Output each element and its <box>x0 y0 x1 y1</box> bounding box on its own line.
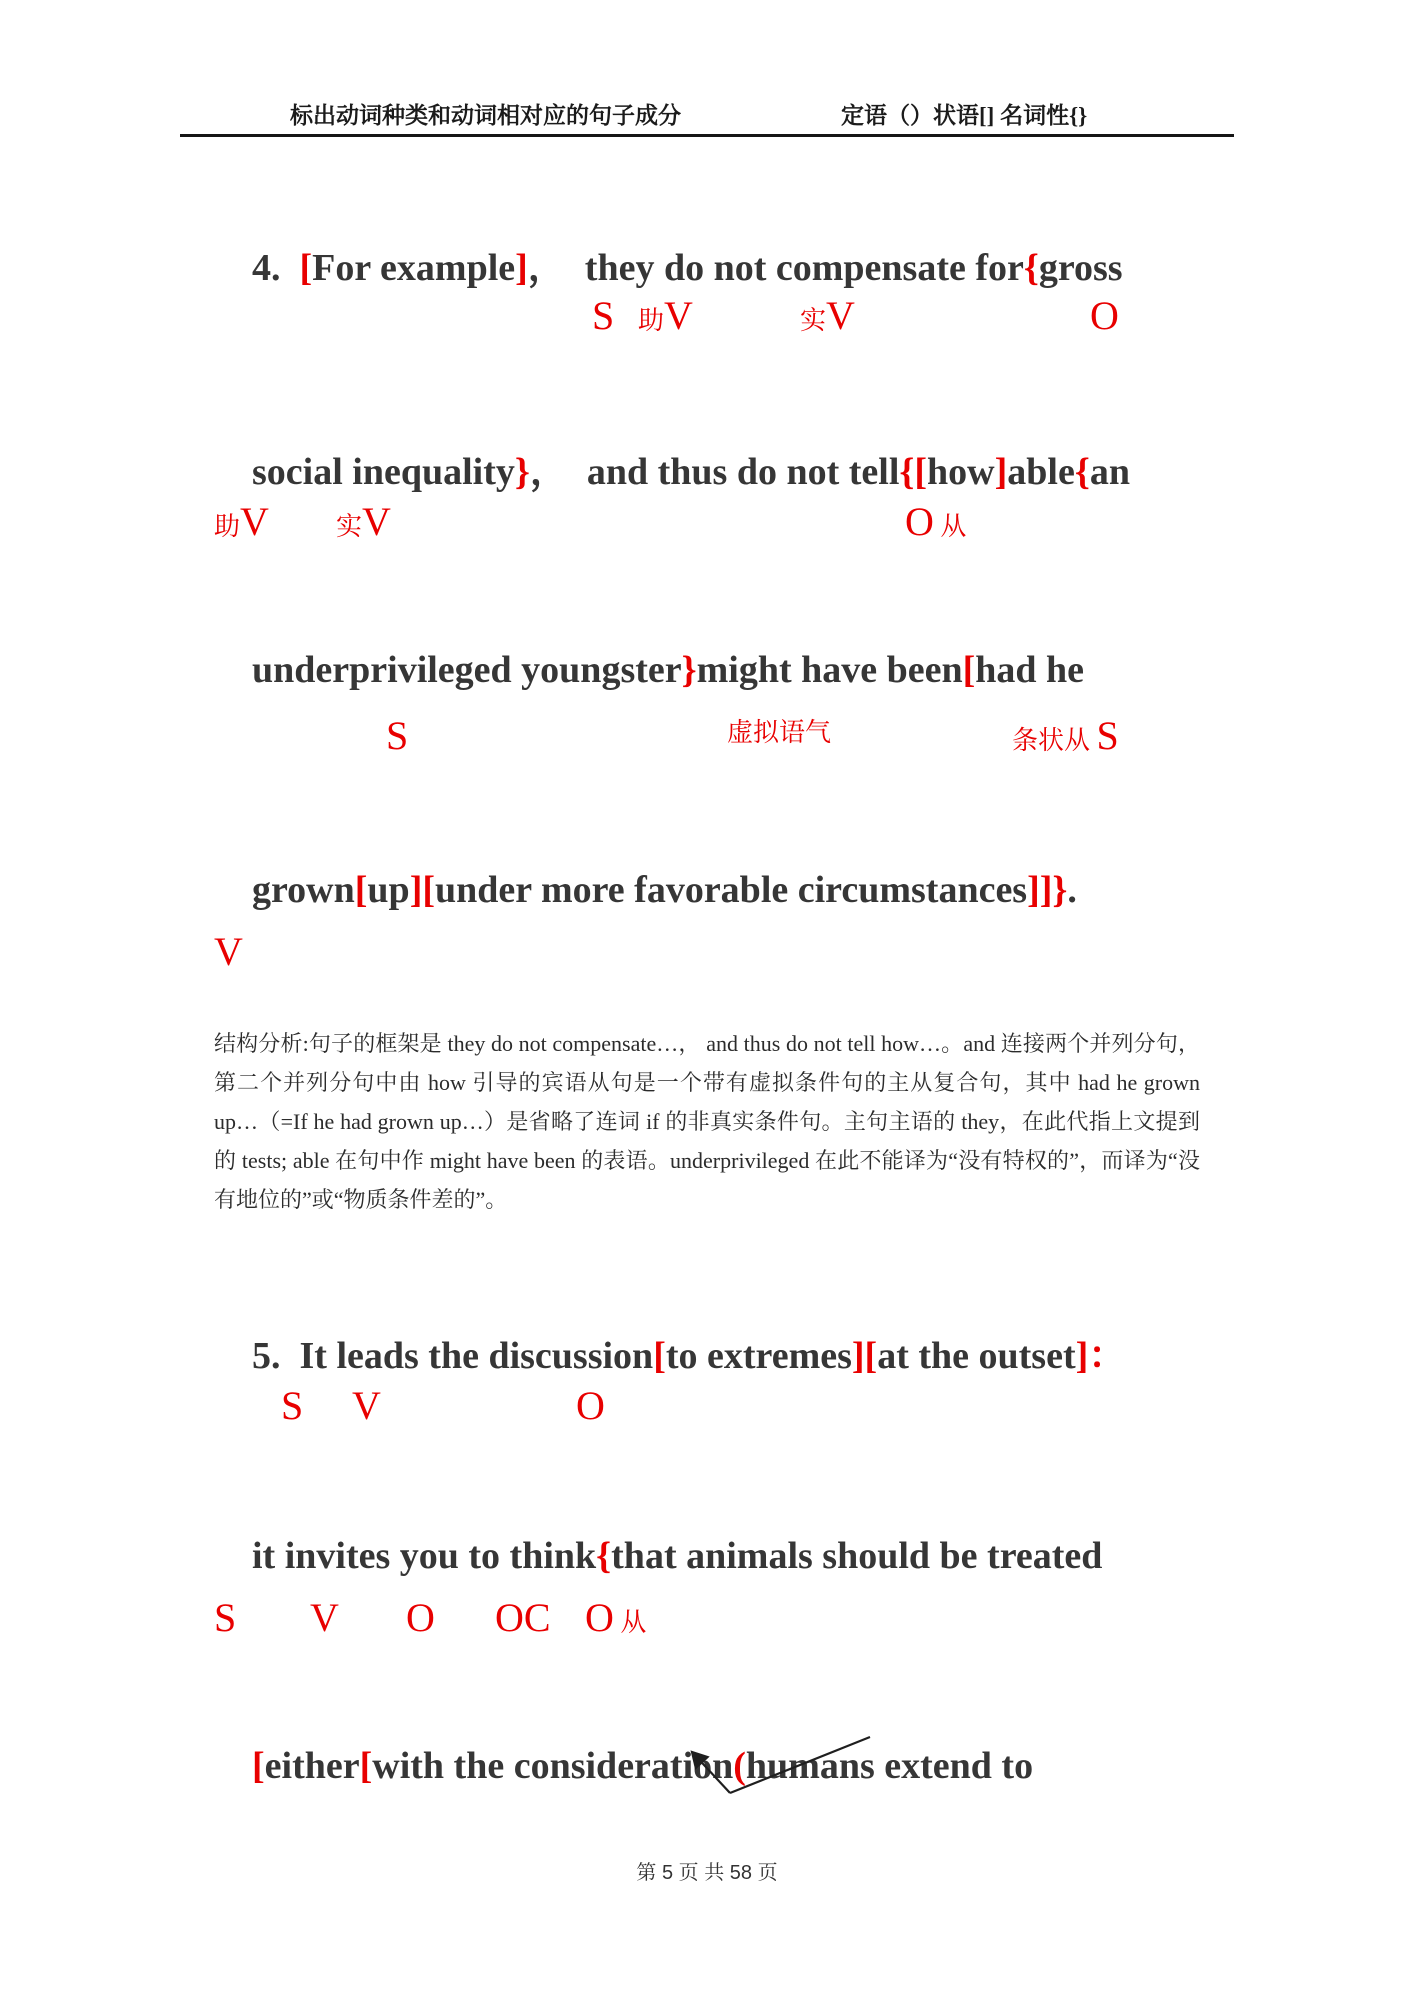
text-segment: underprivileged youngster <box>252 649 682 691</box>
annotation-token-object <box>406 1594 435 1641</box>
text-segment: . <box>1067 869 1077 911</box>
bracket: [ <box>299 247 313 289</box>
annotation-token-verb <box>310 1594 339 1641</box>
text-segment: 4. <box>252 247 300 289</box>
en-label: V <box>826 293 855 338</box>
text-segment: to extremes <box>665 1335 852 1377</box>
text-segment: might have been <box>696 649 963 691</box>
annotation-token-object-complement <box>495 1594 551 1641</box>
cn-label: 从 <box>613 1608 647 1637</box>
hand-drawn-arrow <box>660 1725 890 1805</box>
annotation-token-subject <box>386 712 408 759</box>
annotation-token-verb <box>352 1382 381 1429</box>
annotation-token-main-verb <box>800 292 855 339</box>
bracket: { <box>596 1535 612 1577</box>
cn-label: 助 <box>214 512 241 541</box>
annotation-row-5 <box>0 1382 1414 1434</box>
text-segment: ， and thus do not tell <box>529 451 900 493</box>
text-segment: an <box>1089 451 1130 493</box>
annotation-token-subject <box>592 292 614 339</box>
annotation-token-object-clause <box>585 1594 646 1641</box>
text-segment: it invites you to think <box>252 1535 597 1577</box>
annotation-token-object <box>576 1382 605 1429</box>
bracket: [ <box>359 1745 373 1787</box>
text-segment: gross <box>1038 247 1123 289</box>
header-right-text: 定语（）状语[] 名词性{} <box>841 103 1088 128</box>
annotation-token-object-clause <box>905 498 966 545</box>
annotation-token-subject <box>214 1594 236 1641</box>
text-segment: with the consideration <box>372 1745 734 1787</box>
en-label: S <box>281 1383 304 1428</box>
header-left-text: 标出动词种类和动词相对应的句子成分 <box>290 103 681 128</box>
en-label: S <box>386 713 409 758</box>
cn-label: 虚拟语气 <box>727 718 832 747</box>
bracket: ]]} <box>1027 869 1068 911</box>
en-label: O <box>576 1383 605 1428</box>
bracket: ] <box>515 247 528 289</box>
text-segment: how <box>927 451 995 493</box>
annotation-token-subjunctive <box>727 712 831 749</box>
annotation-token-aux-verb <box>638 292 693 339</box>
cn-label: 条状从 <box>1012 726 1097 755</box>
annotation-token-conditional-clause <box>1012 712 1119 759</box>
text-segment: under more favorable circumstances <box>435 869 1028 911</box>
bracket: {[ <box>899 451 928 493</box>
en-label: V <box>310 1595 339 1640</box>
text-segment: at the outset <box>877 1335 1076 1377</box>
text-segment: social inequality <box>252 451 515 493</box>
text-segment: had he <box>975 649 1085 691</box>
text-segment: For example <box>312 247 516 289</box>
en-label: V <box>664 293 693 338</box>
en-label: O <box>905 499 934 544</box>
annotation-row-1 <box>0 292 1414 344</box>
text-segment: either <box>264 1745 360 1787</box>
sentence-5-line-3 <box>214 1700 1033 1832</box>
page-footer: 第 5 页 共 58 页 <box>636 1862 778 1884</box>
annotation-token-aux-verb <box>214 498 269 545</box>
en-label: V <box>240 499 269 544</box>
text-segment: humans extend to <box>745 1745 1034 1787</box>
en-label: S <box>592 293 615 338</box>
annotation-row-4 <box>0 928 1414 980</box>
text-segment: grown <box>252 869 355 911</box>
text-segment: ， they do not compensate for <box>527 247 1024 289</box>
header-rule <box>180 134 1234 137</box>
en-label: V <box>352 1383 381 1428</box>
bracket: ( <box>733 1745 746 1787</box>
annotation-row-3 <box>0 712 1414 764</box>
annotation-row-2 <box>0 498 1414 550</box>
bracket: ]： <box>1075 1335 1127 1377</box>
cn-label: 实 <box>800 306 827 335</box>
text-segment: up <box>367 869 410 911</box>
bracket: ][ <box>409 869 436 911</box>
bracket: ] <box>994 451 1008 493</box>
cn-label: 助 <box>638 306 665 335</box>
bracket: [ <box>354 869 368 911</box>
bracket: } <box>514 451 530 493</box>
en-label: S <box>1096 713 1119 758</box>
cn-label: 实 <box>336 512 363 541</box>
cn-label: 从 <box>933 512 967 541</box>
bracket: [ <box>962 649 976 691</box>
bracket: { <box>1023 247 1039 289</box>
bracket: [ <box>252 1745 265 1787</box>
en-label: O <box>1090 293 1119 338</box>
annotation-token-object <box>1090 292 1119 339</box>
annotation-token-subject <box>281 1382 303 1429</box>
text-segment: that animals should be treated <box>611 1535 1103 1577</box>
en-label: S <box>214 1595 237 1640</box>
annotation-token-verb <box>214 928 243 975</box>
en-label: O <box>406 1595 435 1640</box>
en-label: O <box>585 1595 614 1640</box>
en-label: OC <box>495 1595 551 1640</box>
annotation-token-main-verb <box>336 498 391 545</box>
structure-analysis-paragraph: 结构分析:句子的框架是 they do not compensate…， and thus do not tell how…。and 连接两个并列分句，第二个并列分句中由 how 引导的宾语从句是一个带有虚拟条件句的主从复合句，其中 had he grown up…（=If he had grown up…）是省略了连词 if 的非真实条件句。主句主语的 they，在此代指上文提到的 tests; able 在句中作 might have been 的表语。underprivileged 在此不能译为“没有特权的”，而译为“没有地位的”或“物质条件差的”。 <box>214 1031 1200 1212</box>
bracket: ][ <box>851 1335 878 1377</box>
annotation-row-6 <box>0 1594 1414 1646</box>
text-segment: 5. It leads the discussion <box>252 1335 654 1377</box>
bracket: [ <box>653 1335 666 1377</box>
text-segment: able <box>1007 451 1075 493</box>
bracket: { <box>1074 451 1090 493</box>
bracket: } <box>681 649 697 691</box>
en-label: V <box>214 929 243 974</box>
en-label: V <box>362 499 391 544</box>
